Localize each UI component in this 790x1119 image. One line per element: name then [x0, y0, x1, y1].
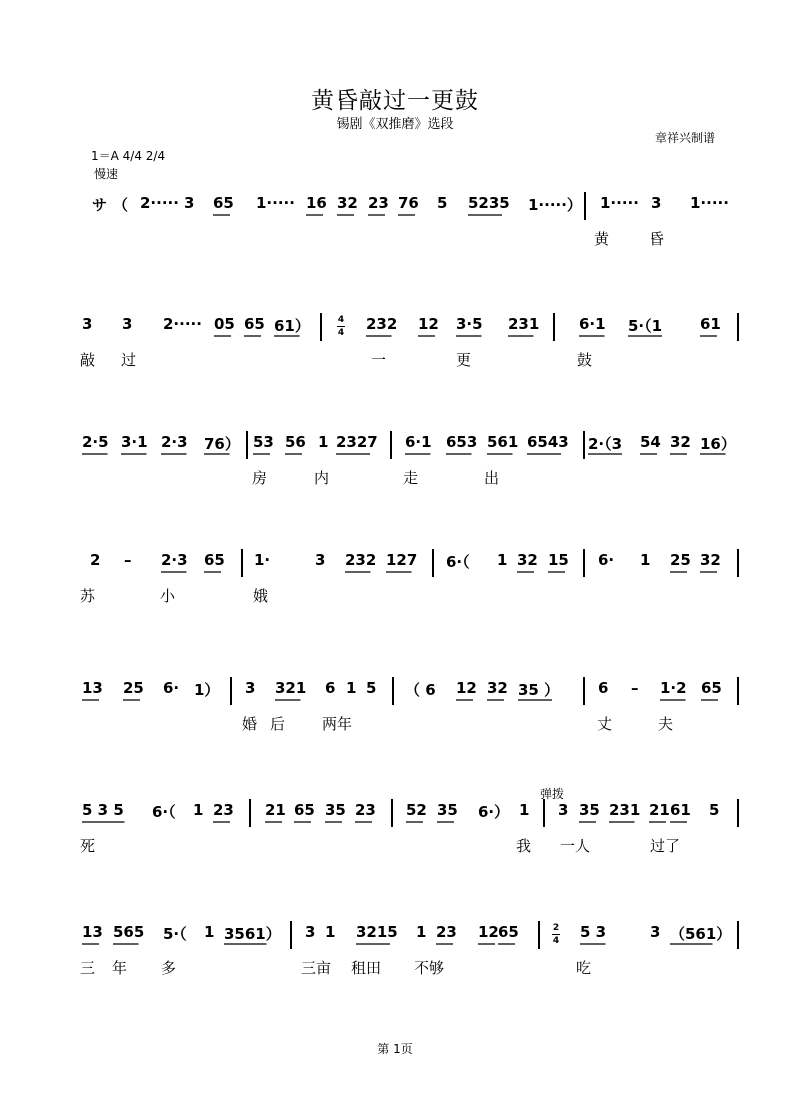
lyric-word: 过: [121, 351, 137, 369]
note-group: 5 3: [580, 923, 607, 941]
note-group: 65: [204, 551, 225, 569]
lyric-word: 吃: [576, 959, 592, 977]
score-system: [0, 667, 790, 777]
note-group: 76）: [204, 435, 240, 453]
note-group: 3: [245, 679, 256, 697]
note-group: –: [631, 679, 639, 697]
note-group: 21: [649, 801, 670, 819]
note-group: 3·5: [456, 315, 483, 333]
note-group: 565: [113, 923, 145, 941]
note-group: 12: [418, 315, 439, 333]
note-group: 3: [651, 194, 662, 212]
note-group: 6·1: [579, 315, 606, 333]
note-group: 3·1: [121, 433, 148, 451]
note-group: 65: [294, 801, 315, 819]
note-group: 3: [305, 923, 316, 941]
beam-lines: [0, 303, 790, 349]
score-system: [0, 911, 790, 1021]
note-group: 6: [598, 679, 609, 697]
note-group: 65: [701, 679, 722, 697]
note-group: 1）: [194, 681, 220, 699]
lyric-word: 死: [80, 837, 96, 855]
note-group: 1·····: [600, 194, 639, 212]
beam-lines: [0, 421, 790, 467]
lyric-word: 年: [112, 959, 128, 977]
note-group: 65: [244, 315, 265, 333]
note-group: –: [124, 551, 132, 569]
note-group: 231: [609, 801, 641, 819]
note-group: 1: [193, 801, 204, 819]
lyric-word: 鼓: [577, 351, 593, 369]
time-signature-bottom: 4: [552, 936, 560, 946]
note-group: 32: [337, 194, 358, 212]
note-group: 23: [436, 923, 457, 941]
performance-mark: 弹拨: [540, 787, 565, 801]
note-group: 76: [398, 194, 419, 212]
lyric-word: 小: [160, 587, 176, 605]
note-group: 12: [478, 923, 499, 941]
note-group: 3: [315, 551, 326, 569]
note-group: 232: [345, 551, 377, 569]
notation-line: [0, 303, 790, 349]
lyric-word: 不够: [414, 959, 445, 977]
score-system: [0, 539, 790, 649]
note-group: 16: [306, 194, 327, 212]
beam-lines: [0, 539, 790, 585]
note-group: 65: [213, 194, 234, 212]
notation-line: [0, 421, 790, 467]
note-group: 561: [487, 433, 519, 451]
beam-lines: [0, 667, 790, 713]
lyric-word: 娥: [253, 587, 269, 605]
beam-lines: [0, 789, 790, 835]
notation-line: [0, 539, 790, 585]
notation-line: [0, 182, 790, 228]
note-group: 61: [670, 801, 691, 819]
note-group: 53: [253, 433, 274, 451]
notation-line: [0, 667, 790, 713]
note-group: 1·····: [256, 194, 295, 212]
note-group: 16）: [700, 435, 736, 453]
note-group: 653: [446, 433, 478, 451]
lyric-word: 一: [371, 351, 387, 369]
lyric-word: 三亩: [301, 959, 332, 977]
score-author: 章祥兴制谱: [655, 131, 716, 145]
lyric-word: 租田: [351, 959, 382, 977]
note-group: 1: [325, 923, 336, 941]
lyric-word: 一人: [560, 837, 591, 855]
note-group: 54: [640, 433, 661, 451]
lyrics-line: [0, 585, 790, 609]
note-group: 5235: [468, 194, 510, 212]
note-group: 35: [325, 801, 346, 819]
note-group: 1: [416, 923, 427, 941]
note-group: 13: [82, 923, 103, 941]
note-group: （561）: [670, 925, 732, 943]
score-system: [0, 182, 790, 292]
note-group: 5·（: [163, 925, 187, 943]
note-group: 1: [640, 551, 651, 569]
note-group: 32: [487, 679, 508, 697]
score-title: 黄昏敲过一更鼓: [311, 88, 479, 114]
note-group: 1: [346, 679, 357, 697]
time-signature-top: 2: [552, 923, 560, 933]
note-group: 5: [437, 194, 448, 212]
note-group: 1·····: [690, 194, 729, 212]
note-group: 05: [214, 315, 235, 333]
time-signature-bottom: 4: [337, 328, 345, 338]
notation-line: [0, 789, 790, 835]
note-group: 5: [366, 679, 377, 697]
note-group: サ: [92, 196, 108, 214]
note-group: 3215: [356, 923, 398, 941]
note-group: 3: [558, 801, 569, 819]
lyric-word: 出: [484, 469, 500, 487]
note-group: 2·5: [82, 433, 109, 451]
note-group: 35: [437, 801, 458, 819]
note-group: 12: [456, 679, 477, 697]
note-group: 6·: [598, 551, 615, 569]
note-group: 6·）: [478, 803, 510, 821]
note-group: 3: [650, 923, 661, 941]
note-group: 6·（: [446, 553, 470, 571]
note-group: 3: [82, 315, 93, 333]
note-group: 6·（: [152, 803, 176, 821]
note-group: 3: [184, 194, 195, 212]
note-group: 1: [204, 923, 215, 941]
lyric-word: 夫: [658, 715, 674, 733]
beam-lines: [0, 911, 790, 957]
lyric-word: 昏: [649, 230, 665, 248]
note-group: 23: [368, 194, 389, 212]
lyric-word: 婚: [242, 715, 258, 733]
note-group: 232: [366, 315, 398, 333]
note-group: 23: [213, 801, 234, 819]
note-group: 2: [90, 551, 101, 569]
note-group: 127: [386, 551, 418, 569]
lyric-word: 丈: [597, 715, 613, 733]
note-group: 52: [406, 801, 427, 819]
score-system: [0, 421, 790, 531]
note-group: 1: [318, 433, 329, 451]
lyrics-line: [0, 467, 790, 491]
score-system: [0, 303, 790, 413]
beam-lines: [0, 182, 790, 228]
note-group: 1·: [254, 551, 271, 569]
note-group: 23: [355, 801, 376, 819]
lyrics-line: [0, 957, 790, 981]
note-group: 2327: [336, 433, 378, 451]
note-group: 56: [285, 433, 306, 451]
note-group: 6·1: [405, 433, 432, 451]
notation-line: [0, 911, 790, 957]
lyric-word: 黄: [594, 230, 610, 248]
note-group: 6: [325, 679, 336, 697]
time-signature-top: 4: [337, 315, 345, 325]
lyric-word: 更: [456, 351, 472, 369]
note-group: 61）: [274, 317, 310, 335]
note-group: （: [113, 196, 129, 214]
note-group: 231: [508, 315, 540, 333]
score-subtitle: 锡剧《双推磨》选段: [336, 117, 454, 132]
note-group: 6543: [527, 433, 569, 451]
lyric-word: 敲: [80, 351, 96, 369]
note-group: 3561）: [224, 925, 281, 943]
note-group: 5: [709, 801, 720, 819]
note-group: 25: [123, 679, 144, 697]
lyric-word: 走: [403, 469, 419, 487]
note-group: 3: [122, 315, 133, 333]
note-group: 2·3: [161, 433, 188, 451]
note-group: 5·（1: [628, 317, 663, 335]
lyric-word: 我: [516, 837, 532, 855]
lyric-word: 过了: [650, 837, 681, 855]
lyrics-line: [0, 835, 790, 859]
note-group: 1: [519, 801, 530, 819]
lyric-word: 两年: [322, 715, 353, 733]
lyric-word: 苏: [80, 587, 96, 605]
lyric-word: 多: [161, 959, 177, 977]
note-group: 15: [548, 551, 569, 569]
note-group: 1·····）: [528, 196, 582, 214]
note-group: 321: [275, 679, 307, 697]
note-group: 35 ）: [518, 681, 560, 699]
note-group: 1·2: [660, 679, 687, 697]
note-group: 32: [700, 551, 721, 569]
score-system: [0, 789, 790, 899]
note-group: 1: [497, 551, 508, 569]
note-group: 32: [670, 433, 691, 451]
key-signature: 1＝A 4/4 2/4: [91, 149, 166, 163]
note-group: 65: [498, 923, 519, 941]
note-group: 35: [579, 801, 600, 819]
tempo-marking: 慢速: [94, 167, 119, 181]
note-group: 6·: [163, 679, 180, 697]
note-group: 2·····: [163, 315, 202, 333]
lyric-word: 房: [252, 469, 268, 487]
note-group: 13: [82, 679, 103, 697]
lyrics-line: [0, 713, 790, 737]
note-group: 21: [265, 801, 286, 819]
note-group: 2·3: [161, 551, 188, 569]
lyrics-line: [0, 349, 790, 373]
lyric-word: 后: [270, 715, 286, 733]
note-group: 32: [517, 551, 538, 569]
lyrics-line: [0, 228, 790, 252]
lyric-word: 三: [80, 959, 96, 977]
note-group: （ 6: [405, 681, 436, 699]
lyric-word: 内: [314, 469, 330, 487]
note-group: 25: [670, 551, 691, 569]
page-number: 第 1页: [377, 1042, 413, 1056]
note-group: 2·（3: [588, 435, 623, 453]
note-group: 61: [700, 315, 721, 333]
note-group: 2·····: [140, 194, 179, 212]
note-group: 5 3 5: [82, 801, 124, 819]
